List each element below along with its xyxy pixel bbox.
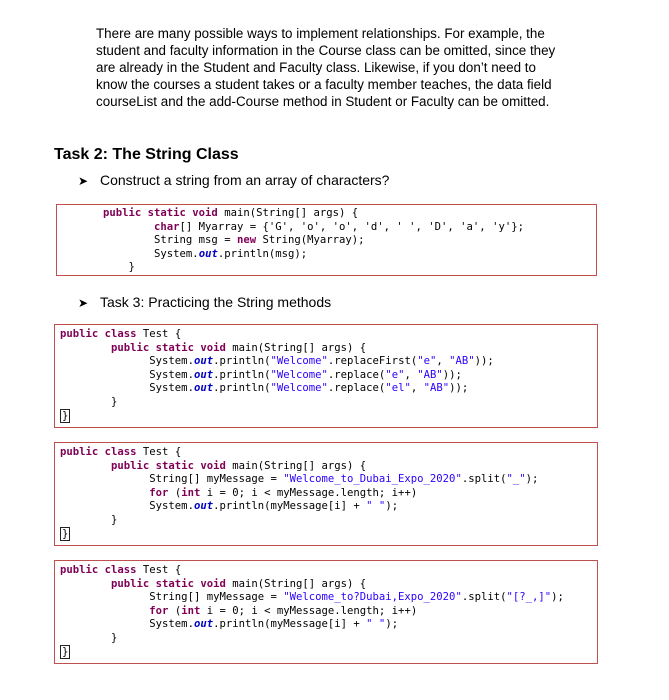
bullet-text: Task 3: Practicing the String methods bbox=[100, 294, 332, 310]
code-keyword: char bbox=[154, 220, 180, 233]
code-text-fragment: )); bbox=[449, 382, 469, 395]
code-string: "[?_,]" bbox=[506, 591, 552, 604]
bullet-text: Construct a string from an array of characters? bbox=[100, 172, 390, 188]
code-text-fragment: , bbox=[404, 368, 418, 381]
code-text-fragment: [] Myarray = {'G', 'o', 'o', 'd', ' ', 'D', 'a', 'y'}; bbox=[179, 220, 524, 233]
code-text-fragment: String msg = bbox=[154, 234, 237, 247]
code-text bbox=[60, 446, 538, 541]
code-string: "AB" bbox=[449, 355, 475, 368]
code-keyword: for bbox=[149, 486, 169, 499]
code-text-fragment: .println( bbox=[213, 382, 271, 395]
code-string: "_" bbox=[506, 473, 526, 486]
code-text-fragment: System. bbox=[149, 368, 194, 381]
code-text-fragment: String(Myarray); bbox=[256, 234, 365, 247]
code-block-replace bbox=[54, 324, 598, 428]
code-keyword: public class bbox=[60, 328, 137, 340]
code-text-fragment: main(String[] args) { bbox=[225, 341, 367, 354]
code-field: out bbox=[198, 247, 218, 260]
code-text-fragment: ); bbox=[525, 473, 539, 486]
code-keyword: public static void bbox=[111, 341, 226, 354]
code-brace: } bbox=[111, 631, 118, 644]
intro-line: student and faculty information in the Course class can be omitted, since they bbox=[96, 43, 556, 58]
code-text-fragment: ); bbox=[385, 500, 399, 513]
code-block-split-underscore bbox=[54, 442, 598, 546]
code-text-fragment: .println(myMessage[i] + bbox=[213, 618, 367, 631]
code-block-char-array bbox=[56, 204, 597, 276]
code-text-fragment: System. bbox=[149, 382, 194, 395]
code-text-fragment: Test { bbox=[136, 446, 182, 458]
code-field: out bbox=[193, 355, 214, 368]
code-text-fragment: String[] myMessage = bbox=[149, 591, 284, 604]
code-keyword: public class bbox=[60, 446, 137, 458]
code-field: out bbox=[193, 368, 214, 381]
code-string: " " bbox=[366, 618, 386, 631]
code-string: "Welcome" bbox=[270, 368, 328, 381]
arrow-bullet-icon: ➤ bbox=[78, 296, 89, 310]
code-string: "Welcome" bbox=[270, 355, 328, 368]
code-string: "Welcome" bbox=[270, 382, 328, 395]
code-text-fragment: String[] myMessage = bbox=[149, 473, 284, 486]
arrow-bullet-icon: ➤ bbox=[78, 174, 89, 188]
code-keyword: public class bbox=[60, 564, 137, 576]
code-text-fragment: System. bbox=[149, 355, 194, 368]
code-string: "e" bbox=[417, 355, 437, 368]
code-text-fragment: i = 0; i < myMessage.length; i++) bbox=[200, 604, 418, 617]
code-keyword: int bbox=[181, 604, 201, 617]
code-keyword: new bbox=[236, 234, 257, 247]
code-text-fragment: main(String[] args) { bbox=[225, 459, 367, 472]
code-text-fragment: .println( bbox=[213, 355, 271, 368]
code-string: "AB" bbox=[417, 368, 443, 381]
code-text-fragment: ); bbox=[551, 591, 564, 604]
bullet-task3 bbox=[78, 294, 331, 310]
code-text-fragment: .replace( bbox=[327, 382, 386, 395]
task-heading: Task 2: The String Class bbox=[54, 146, 239, 163]
code-brace: } bbox=[62, 527, 69, 540]
bullet-construct-string bbox=[78, 172, 389, 188]
intro-line: know the courses a student takes or a faculty member teaches, the data field bbox=[96, 77, 552, 92]
code-keyword: public static void bbox=[111, 577, 226, 590]
code-text-fragment: System. bbox=[149, 500, 194, 513]
code-string: " " bbox=[366, 500, 386, 513]
code-brace: } bbox=[111, 395, 118, 408]
code-brace: } bbox=[62, 645, 69, 658]
code-string: "AB" bbox=[423, 382, 450, 395]
code-text-fragment: System. bbox=[149, 618, 194, 631]
code-text-fragment: .println(msg); bbox=[217, 247, 308, 260]
code-text bbox=[103, 207, 524, 275]
code-text-fragment: ( bbox=[168, 486, 182, 499]
code-text-fragment: System. bbox=[154, 247, 199, 260]
code-text-fragment: , bbox=[410, 382, 424, 395]
code-text-fragment: ( bbox=[168, 604, 182, 617]
code-field: out bbox=[193, 618, 214, 631]
code-text-fragment: )); bbox=[442, 368, 462, 381]
code-field: out bbox=[193, 382, 214, 395]
code-text-fragment: main(String[] args) { bbox=[225, 577, 367, 590]
intro-line: There are many possible ways to implement relationships. For example, the bbox=[96, 26, 545, 41]
code-keyword: public static void bbox=[103, 207, 218, 219]
code-text-fragment: .println(myMessage[i] + bbox=[213, 500, 367, 513]
code-keyword: public static void bbox=[111, 459, 226, 472]
code-string: "Welcome_to?Dubai,Expo_2020" bbox=[283, 591, 462, 604]
intro-paragraph bbox=[96, 25, 606, 110]
code-text-fragment: .println( bbox=[213, 368, 271, 381]
code-brace: } bbox=[62, 409, 69, 422]
code-text-fragment: .split( bbox=[461, 473, 507, 486]
code-text-fragment: i = 0; i < myMessage.length; i++) bbox=[200, 486, 418, 499]
code-text-fragment: ); bbox=[385, 618, 399, 631]
code-block-split-regex bbox=[54, 560, 598, 664]
code-text bbox=[60, 564, 564, 659]
code-text-fragment: .split( bbox=[461, 591, 507, 604]
code-text-fragment: Test { bbox=[136, 564, 182, 576]
code-brace: } bbox=[111, 513, 118, 526]
code-text bbox=[60, 328, 494, 423]
code-text-fragment: Test { bbox=[136, 328, 182, 340]
code-brace: } bbox=[128, 261, 135, 274]
code-field: out bbox=[193, 500, 214, 513]
code-text-fragment: main(String[] args) { bbox=[217, 207, 359, 219]
code-text-fragment: )); bbox=[474, 355, 494, 368]
code-text-fragment: .replaceFirst( bbox=[327, 355, 418, 368]
code-text-fragment: , bbox=[436, 355, 450, 368]
code-string: "el" bbox=[385, 382, 411, 395]
code-keyword: for bbox=[149, 604, 169, 617]
intro-line: courseList and the add-Course method in Student or Faculty can be omitted. bbox=[96, 94, 550, 109]
code-text-fragment: .replace( bbox=[327, 368, 386, 381]
intro-line: are already in the Student and Faculty class. Likewise, if you don’t need to bbox=[96, 60, 536, 75]
code-string: "Welcome_to_Dubai_Expo_2020" bbox=[283, 473, 462, 486]
code-keyword: int bbox=[181, 486, 201, 499]
code-string: "e" bbox=[385, 368, 405, 381]
